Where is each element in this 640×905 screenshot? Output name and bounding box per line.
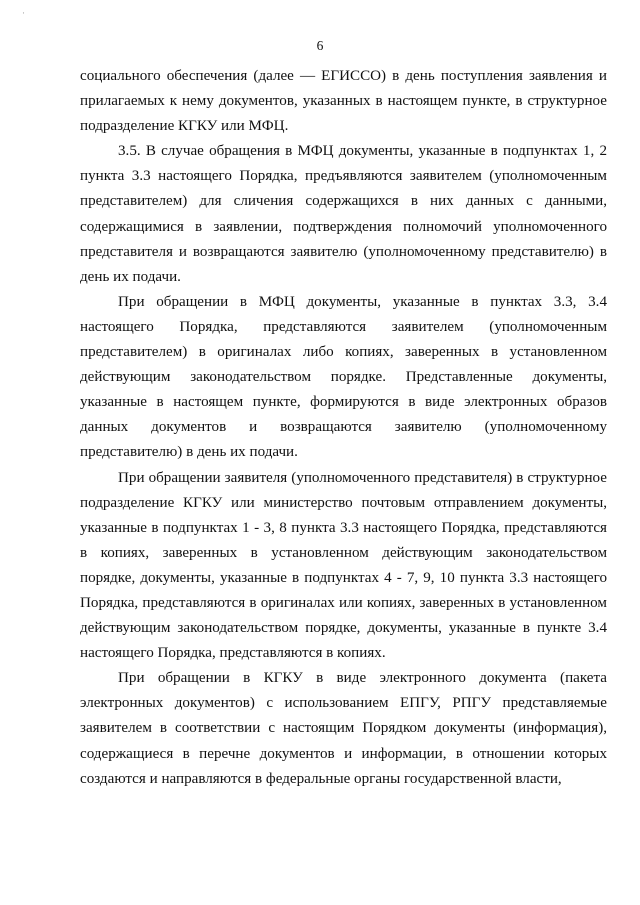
page-number: 6 [316, 38, 324, 53]
paragraph-continuation: социального обеспечения (далее — ЕГИССО) в день поступления заявления и прилагаемых к нему документов, указанных в настоящем пункте, в структурное подразделение КГКУ или МФЦ. [80, 68, 607, 135]
paragraph-mfc-documents: При обращении в МФЦ документы, указанные в пунктах 3.3, 3.4 настоящего Порядка, представляются заявителем (уполномоченным представителем) в оригиналах либо копиях, заверенных в установленном действующим законодательством порядке. Представленные документы, указанные в настоящем пункте, формируются в виде электронных образов данных документов и возвращаются заявителю (уполномоченному представителю) в день их подачи. [80, 293, 607, 461]
paragraph-3-5: 3.5. В случае обращения в МФЦ документы, указанные в подпунктах 1, 2 пункта 3.3 настоящего Порядка, предъявляются заявителем (уполномоченным представителем) для сличения содержащихся в них данных с данными, содержащимися в заявлении, подтверждения полномочий уполномоченного представителя и возвращаются заявителю (уполномоченному представителю) в день их подачи. [80, 143, 607, 285]
body-text [80, 64, 607, 792]
paragraph-postal-submission: При обращении заявителя (уполномоченного представителя) в структурное подразделение КГКУ или министерство почтовым отправлением документы, указанные в подпунктах 1 - 3, 8 пункта 3.3 настоящего Порядка, представляются в копиях, заверенных в установленном действующим законодательством порядке, документы, указанные в подпунктах 4 - 7, 9, 10 пункта 3.3 настоящего Порядка, представляются в оригиналах или копиях, заверенных в установленном действующим законодательством порядке, документы, указанные в пункте 3.4 настоящего Порядка, представляются в копиях. [80, 469, 607, 662]
paragraph-electronic-submission: При обращении в КГКУ в виде электронного документа (пакета электронных документов) с использованием ЕПГУ, РПГУ представляемые заявителем в соответствии с настоящим Порядком документы (информация), содержащиеся в перечне документов и информации, в отношении которых создаются и направляются в федеральные органы государственной власти, [80, 670, 607, 787]
corner-mark: · [22, 8, 25, 18]
